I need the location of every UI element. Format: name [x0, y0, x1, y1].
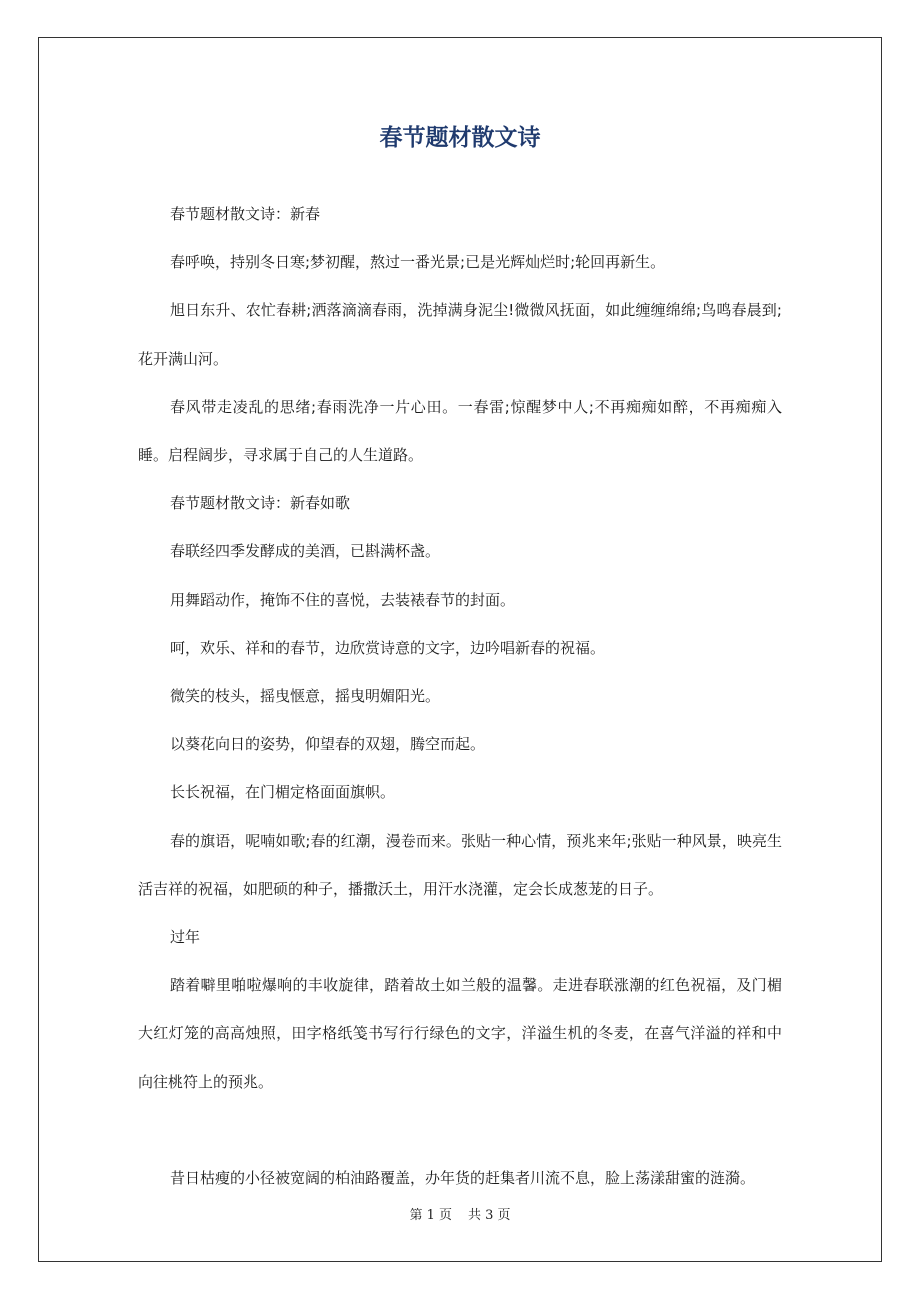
page-footer — [0, 1204, 920, 1228]
paragraph: 春呼唤，持别冬日寒;梦初醒，熬过一番光景;已是光辉灿烂时;轮回再新生。 — [170, 253, 666, 272]
paragraph: 旭日东升、农忙春耕;洒落滴滴春雨，洗掉满身泥尘!微微风抚面，如此缠缠绵绵;鸟鸣春晨到;花开满山河。 — [138, 301, 782, 368]
paragraph: 以葵花向日的姿势，仰望春的双翅，腾空而起。 — [170, 735, 486, 754]
paragraph: 用舞蹈动作，掩饰不住的喜悦，去装裱春节的封面。 — [170, 590, 516, 609]
paragraph: 春的旗语，呢喃如歌;春的红潮，漫卷而来。张贴一种心情，预兆来年;张贴一种风景，映亮生活吉祥的祝福，如肥硕的种子，播撒沃土，用汗水浇灌，定会长成葱茏的日子。 — [138, 831, 782, 898]
document-title: 春节题材散文诗 — [379, 125, 541, 151]
paragraph: 踏着噼里啪啦爆响的丰收旋律，踏着故土如兰般的温馨。走进春联涨潮的红色祝福，及门楣大红灯笼的高高烛照，田字格纸笺书写行行绿色的文字，洋溢生机的冬麦，在喜气洋溢的祥和中向往桃符上的预兆。 — [138, 976, 782, 1091]
blank-line — [138, 1106, 782, 1154]
paragraph: 呵，欢乐、祥和的春节，边欣赏诗意的文字，边吟唱新春的祝福。 — [170, 638, 606, 657]
paragraph: 微笑的枝头，摇曳惬意，摇曳明媚阳光。 — [170, 687, 441, 706]
paragraph: 春节题材散文诗：新春 — [170, 205, 321, 223]
paragraph: 春风带走凌乱的思绪;春雨洗净一片心田。一春雷;惊醒梦中人;不再痴痴如醉，不再痴痴入睡。启程阔步，寻求属于自己的人生道路。 — [138, 397, 782, 465]
paragraph: 过年 — [170, 928, 201, 947]
page-total: 共 3 页 — [468, 1208, 511, 1223]
paragraph: 春联经四季发酵成的美酒，已斟满杯盏。 — [170, 542, 441, 561]
paragraph: 昔日枯瘦的小径被宽阔的柏油路覆盖，办年货的赶集者川流不息，脸上荡漾甜蜜的涟漪。 — [170, 1169, 756, 1188]
page-number: 第 1 页 — [409, 1208, 452, 1223]
paragraph: 长长祝福，在门楣定格面面旗帜。 — [170, 783, 396, 802]
paragraph: 春节题材散文诗：新春如歌 — [170, 494, 351, 513]
document-body — [138, 190, 782, 1202]
